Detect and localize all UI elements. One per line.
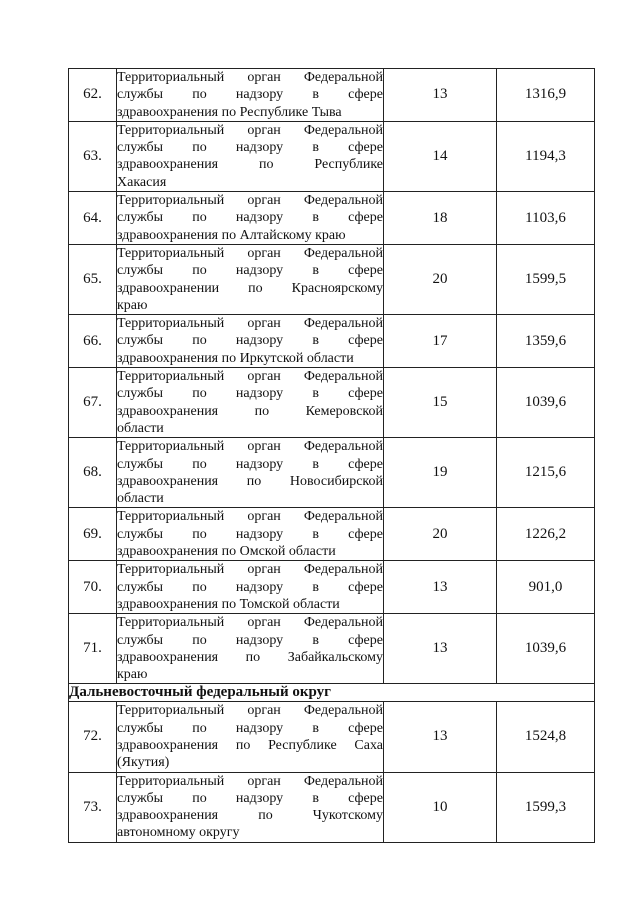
count-value: 13 xyxy=(384,561,497,614)
amount-value: 1103,6 xyxy=(497,192,595,245)
organization-name-line: здравоохранения по Алтайскому краю xyxy=(117,227,346,243)
organization-name-line: службы по надзору в сфере xyxy=(117,632,383,648)
table-row xyxy=(69,315,595,368)
organization-name-line: здравоохранения по Томской области xyxy=(117,596,340,612)
count-value: 15 xyxy=(384,368,497,438)
table-row xyxy=(69,561,595,614)
row-number: 69. xyxy=(69,508,117,561)
amount-value: 1226,2 xyxy=(497,508,595,561)
amount-value: 1599,5 xyxy=(497,244,595,314)
organization-name-line: Территориальный орган Федеральной xyxy=(117,615,383,631)
organization-name-line: здравоохранении по Красноярскому xyxy=(117,280,383,296)
organization-name-line: области xyxy=(117,491,164,507)
table-row xyxy=(69,192,595,245)
organization-name xyxy=(117,438,384,508)
organization-name-line: (Якутия) xyxy=(117,755,170,771)
amount-value: 901,0 xyxy=(497,561,595,614)
budget-table xyxy=(68,68,595,843)
organization-name-line: службы по надзору в сфере xyxy=(117,386,383,402)
row-number: 68. xyxy=(69,438,117,508)
amount-value: 1599,3 xyxy=(497,772,595,842)
row-number: 65. xyxy=(69,244,117,314)
organization-name-line: Территориальный орган Федеральной xyxy=(117,439,383,455)
table-body-siberian xyxy=(69,69,595,684)
count-value: 10 xyxy=(384,772,497,842)
table-row xyxy=(69,702,595,772)
count-value: 13 xyxy=(384,702,497,772)
organization-name xyxy=(117,772,384,842)
organization-name-line: службы по надзору в сфере xyxy=(117,790,383,806)
count-value: 17 xyxy=(384,315,497,368)
organization-name-line: службы по надзору в сфере xyxy=(117,140,383,156)
organization-name-line: службы по надзору в сфере xyxy=(117,456,383,472)
organization-name-line: Территориальный орган Федеральной xyxy=(117,193,383,209)
section-row xyxy=(69,684,595,702)
organization-name-line: здравоохранения по Забайкальскому xyxy=(117,649,383,665)
organization-name-line: службы по надзору в сфере xyxy=(117,579,383,595)
organization-name-line: Хакасия xyxy=(117,174,167,190)
organization-name xyxy=(117,561,384,614)
organization-name-line: здравоохранения по Республике Тыва xyxy=(117,104,342,120)
row-number: 62. xyxy=(69,69,117,122)
organization-name xyxy=(117,244,384,314)
table-row xyxy=(69,69,595,122)
organization-name-line: службы по надзору в сфере xyxy=(117,263,383,279)
count-value: 19 xyxy=(384,438,497,508)
organization-name-line: Территориальный орган Федеральной xyxy=(117,245,383,261)
organization-name-line: службы по надзору в сфере xyxy=(117,333,383,349)
count-value: 13 xyxy=(384,614,497,684)
organization-name-line: области xyxy=(117,420,164,436)
organization-name-line: Территориальный орган Федеральной xyxy=(117,703,383,719)
row-number: 64. xyxy=(69,192,117,245)
amount-value: 1215,6 xyxy=(497,438,595,508)
count-value: 18 xyxy=(384,192,497,245)
table-row xyxy=(69,508,595,561)
organization-name xyxy=(117,315,384,368)
organization-name-line: краю xyxy=(117,667,148,683)
organization-name-line: здравоохранения по Новосибирской xyxy=(117,473,383,489)
organization-name-line: Территориальный орган Федеральной xyxy=(117,562,383,578)
amount-value: 1359,6 xyxy=(497,315,595,368)
organization-name-line: Территориальный орган Федеральной xyxy=(117,509,383,525)
organization-name-line: здравоохранения по Иркутской области xyxy=(117,350,354,366)
amount-value: 1039,6 xyxy=(497,368,595,438)
table-row xyxy=(69,772,595,842)
organization-name xyxy=(117,121,384,191)
count-value: 13 xyxy=(384,69,497,122)
table-body-far-east xyxy=(69,702,595,842)
organization-name-line: Территориальный орган Федеральной xyxy=(117,369,383,385)
row-number: 72. xyxy=(69,702,117,772)
organization-name-line: Территориальный орган Федеральной xyxy=(117,316,383,332)
table-row xyxy=(69,244,595,314)
organization-name xyxy=(117,192,384,245)
organization-name-line: службы по надзору в сфере xyxy=(117,720,383,736)
row-number: 71. xyxy=(69,614,117,684)
organization-name xyxy=(117,69,384,122)
organization-name-line: краю xyxy=(117,297,148,313)
count-value: 14 xyxy=(384,121,497,191)
row-number: 67. xyxy=(69,368,117,438)
table-row xyxy=(69,438,595,508)
organization-name xyxy=(117,702,384,772)
organization-name-line: здравоохранения по Омской области xyxy=(117,544,336,560)
amount-value: 1039,6 xyxy=(497,614,595,684)
organization-name xyxy=(117,508,384,561)
organization-name-line: службы по надзору в сфере xyxy=(117,87,383,103)
row-number: 70. xyxy=(69,561,117,614)
organization-name-line: здравоохранения по Республике xyxy=(117,157,383,173)
table-body-section xyxy=(69,684,595,702)
count-value: 20 xyxy=(384,244,497,314)
organization-name-line: здравоохранения по Чукотскому xyxy=(117,808,383,824)
organization-name-line: Территориальный орган Федеральной xyxy=(117,773,383,789)
row-number: 66. xyxy=(69,315,117,368)
count-value: 20 xyxy=(384,508,497,561)
amount-value: 1194,3 xyxy=(497,121,595,191)
organization-name-line: здравоохранения по Кемеровской xyxy=(117,403,383,419)
amount-value: 1316,9 xyxy=(497,69,595,122)
organization-name-line: Территориальный орган Федеральной xyxy=(117,70,383,85)
organization-name-line: Территориальный орган Федеральной xyxy=(117,122,383,138)
table-row xyxy=(69,121,595,191)
organization-name xyxy=(117,368,384,438)
organization-name xyxy=(117,614,384,684)
table-row xyxy=(69,368,595,438)
table-row xyxy=(69,614,595,684)
organization-name-line: службы по надзору в сфере xyxy=(117,526,383,542)
row-number: 63. xyxy=(69,121,117,191)
organization-name-line: службы по надзору в сфере xyxy=(117,210,383,226)
organization-name-line: здравоохранения по Республике Саха xyxy=(117,737,383,753)
amount-value: 1524,8 xyxy=(497,702,595,772)
row-number: 73. xyxy=(69,772,117,842)
organization-name-line: автономному округу xyxy=(117,825,240,841)
section-title: Дальневосточный федеральный округ xyxy=(69,684,595,702)
